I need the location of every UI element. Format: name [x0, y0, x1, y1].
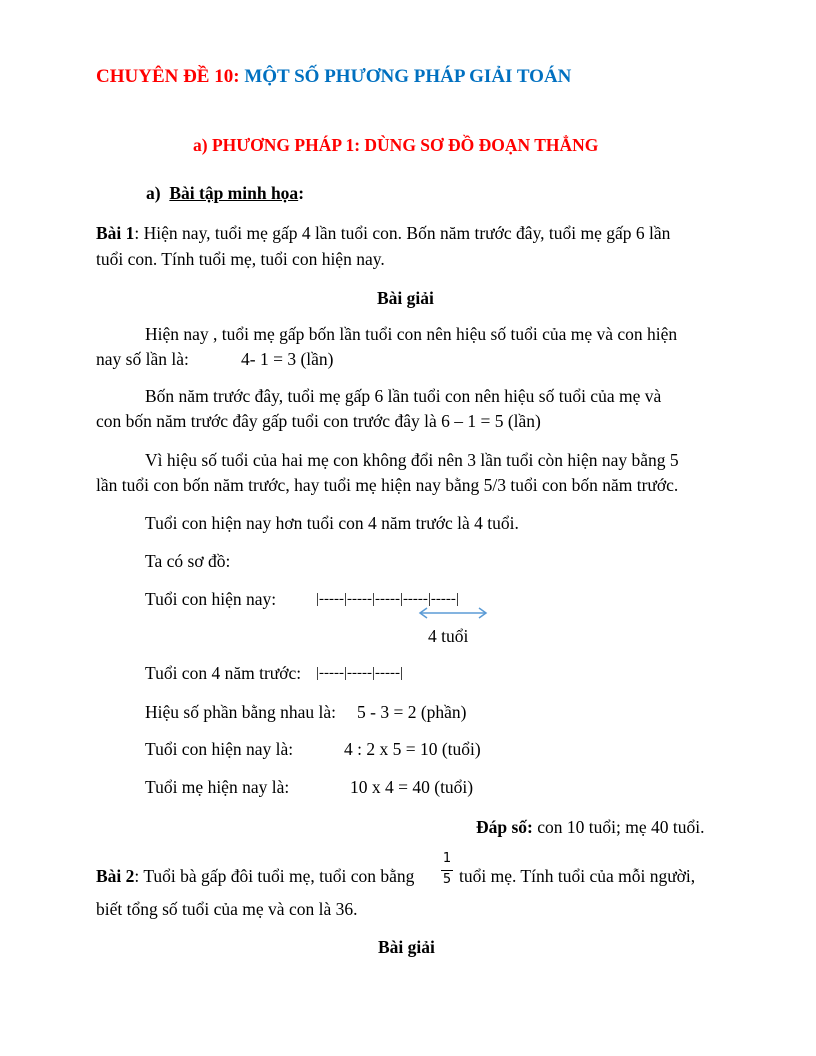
bai1-line2: tuổi con. Tính tuổi mẹ, tuổi con hiện nay. — [96, 249, 385, 269]
bai2-text1b: tuổi mẹ. Tính tuổi của mỗi người, — [459, 866, 696, 886]
subsection-prefix: a) — [146, 183, 161, 203]
title-topic: MỘT SỐ PHƯƠNG PHÁP GIẢI TOÁN — [244, 66, 572, 87]
bai1-p5: Ta có sơ đồ: — [145, 551, 231, 571]
calc1-label: Hiệu số phần bằng nhau là: — [145, 702, 336, 722]
bai2-solution-heading: Bài giải — [378, 937, 435, 957]
calc2-label: Tuổi con hiện nay là: — [145, 739, 294, 759]
bai2-line1a — [96, 865, 414, 887]
bai1-line1 — [96, 222, 670, 244]
bai1-p2-line1: Bốn năm trước đây, tuổi mẹ gấp 6 lần tuổi con nên hiệu số tuổi của mẹ và — [145, 386, 662, 406]
diagram-arrow-label: 4 tuổi — [428, 626, 469, 646]
section-title: a) PHƯƠNG PHÁP 1: DÙNG SƠ ĐỒ ĐOẠN THẲNG — [193, 135, 599, 155]
subsection-heading — [146, 182, 304, 204]
calc3-label: Tuổi mẹ hiện nay là: — [145, 777, 290, 797]
diagram-double-arrow — [417, 603, 489, 623]
bai1-text1: : Hiện nay, tuổi mẹ gấp 4 lần tuổi con. Bốn năm trước đây, tuổi mẹ gấp 6 lần — [134, 223, 671, 243]
bai1-p2-line2: con bốn năm trước đây gấp tuổi con trước đây là 6 – 1 = 5 (lần) — [96, 411, 541, 431]
calc3-value: 10 x 4 = 40 (tuổi) — [350, 777, 474, 797]
answer — [476, 816, 704, 838]
diagram-row1-bar: |-----|-----|-----|-----|-----| — [316, 591, 459, 607]
document-title — [96, 66, 571, 88]
answer-value: con 10 tuổi; mẹ 40 tuổi. — [532, 817, 705, 837]
diagram-row1-label: Tuổi con hiện nay: — [145, 589, 277, 609]
bai1-label: Bài 1 — [96, 223, 135, 243]
bai1-p3-line2: lần tuổi con bốn năm trước, hay tuổi mẹ hiện nay bằng 5/3 tuổi con bốn năm trước. — [96, 475, 679, 495]
bai1-p1-line2a: nay số lần là: — [96, 349, 189, 369]
bai1-p4: Tuổi con hiện nay hơn tuổi con 4 năm trước là 4 tuổi. — [145, 513, 519, 533]
calc2-value: 4 : 2 x 5 = 10 (tuổi) — [344, 739, 481, 759]
bai1-p1-line2b: 4- 1 = 3 (lần) — [241, 349, 334, 369]
calc1-value: 5 - 3 = 2 (phần) — [357, 702, 467, 722]
diagram-row2-label: Tuổi con 4 năm trước: — [145, 663, 302, 683]
fraction-bar — [441, 870, 453, 871]
diagram-row2-bar: |-----|-----|-----| — [316, 665, 403, 681]
bai2-text1a: : Tuổi bà gấp đôi tuổi mẹ, tuổi con bằng — [134, 866, 415, 886]
fraction-numerator: 1 — [442, 851, 452, 866]
fraction-denominator: 5 — [442, 872, 452, 887]
bai1-p3-line1: Vì hiệu số tuổi của hai mẹ con không đổi nên 3 lần tuổi còn hiện nay bằng 5 — [145, 450, 679, 470]
bai1-solution-heading: Bài giải — [377, 288, 434, 308]
subsection-title: Bài tập minh họa — [169, 183, 299, 203]
subsection-colon: : — [298, 183, 305, 203]
bai2-line2: biết tổng số tuổi của mẹ và con là 36. — [96, 899, 358, 919]
bai2-label: Bài 2 — [96, 866, 135, 886]
bai1-p1-line1: Hiện nay , tuổi mẹ gấp bốn lần tuổi con nên hiệu số tuổi của mẹ và con hiện — [145, 324, 678, 344]
title-label: CHUYÊN ĐỀ 10: — [96, 66, 240, 87]
answer-label: Đáp số: — [476, 817, 533, 837]
